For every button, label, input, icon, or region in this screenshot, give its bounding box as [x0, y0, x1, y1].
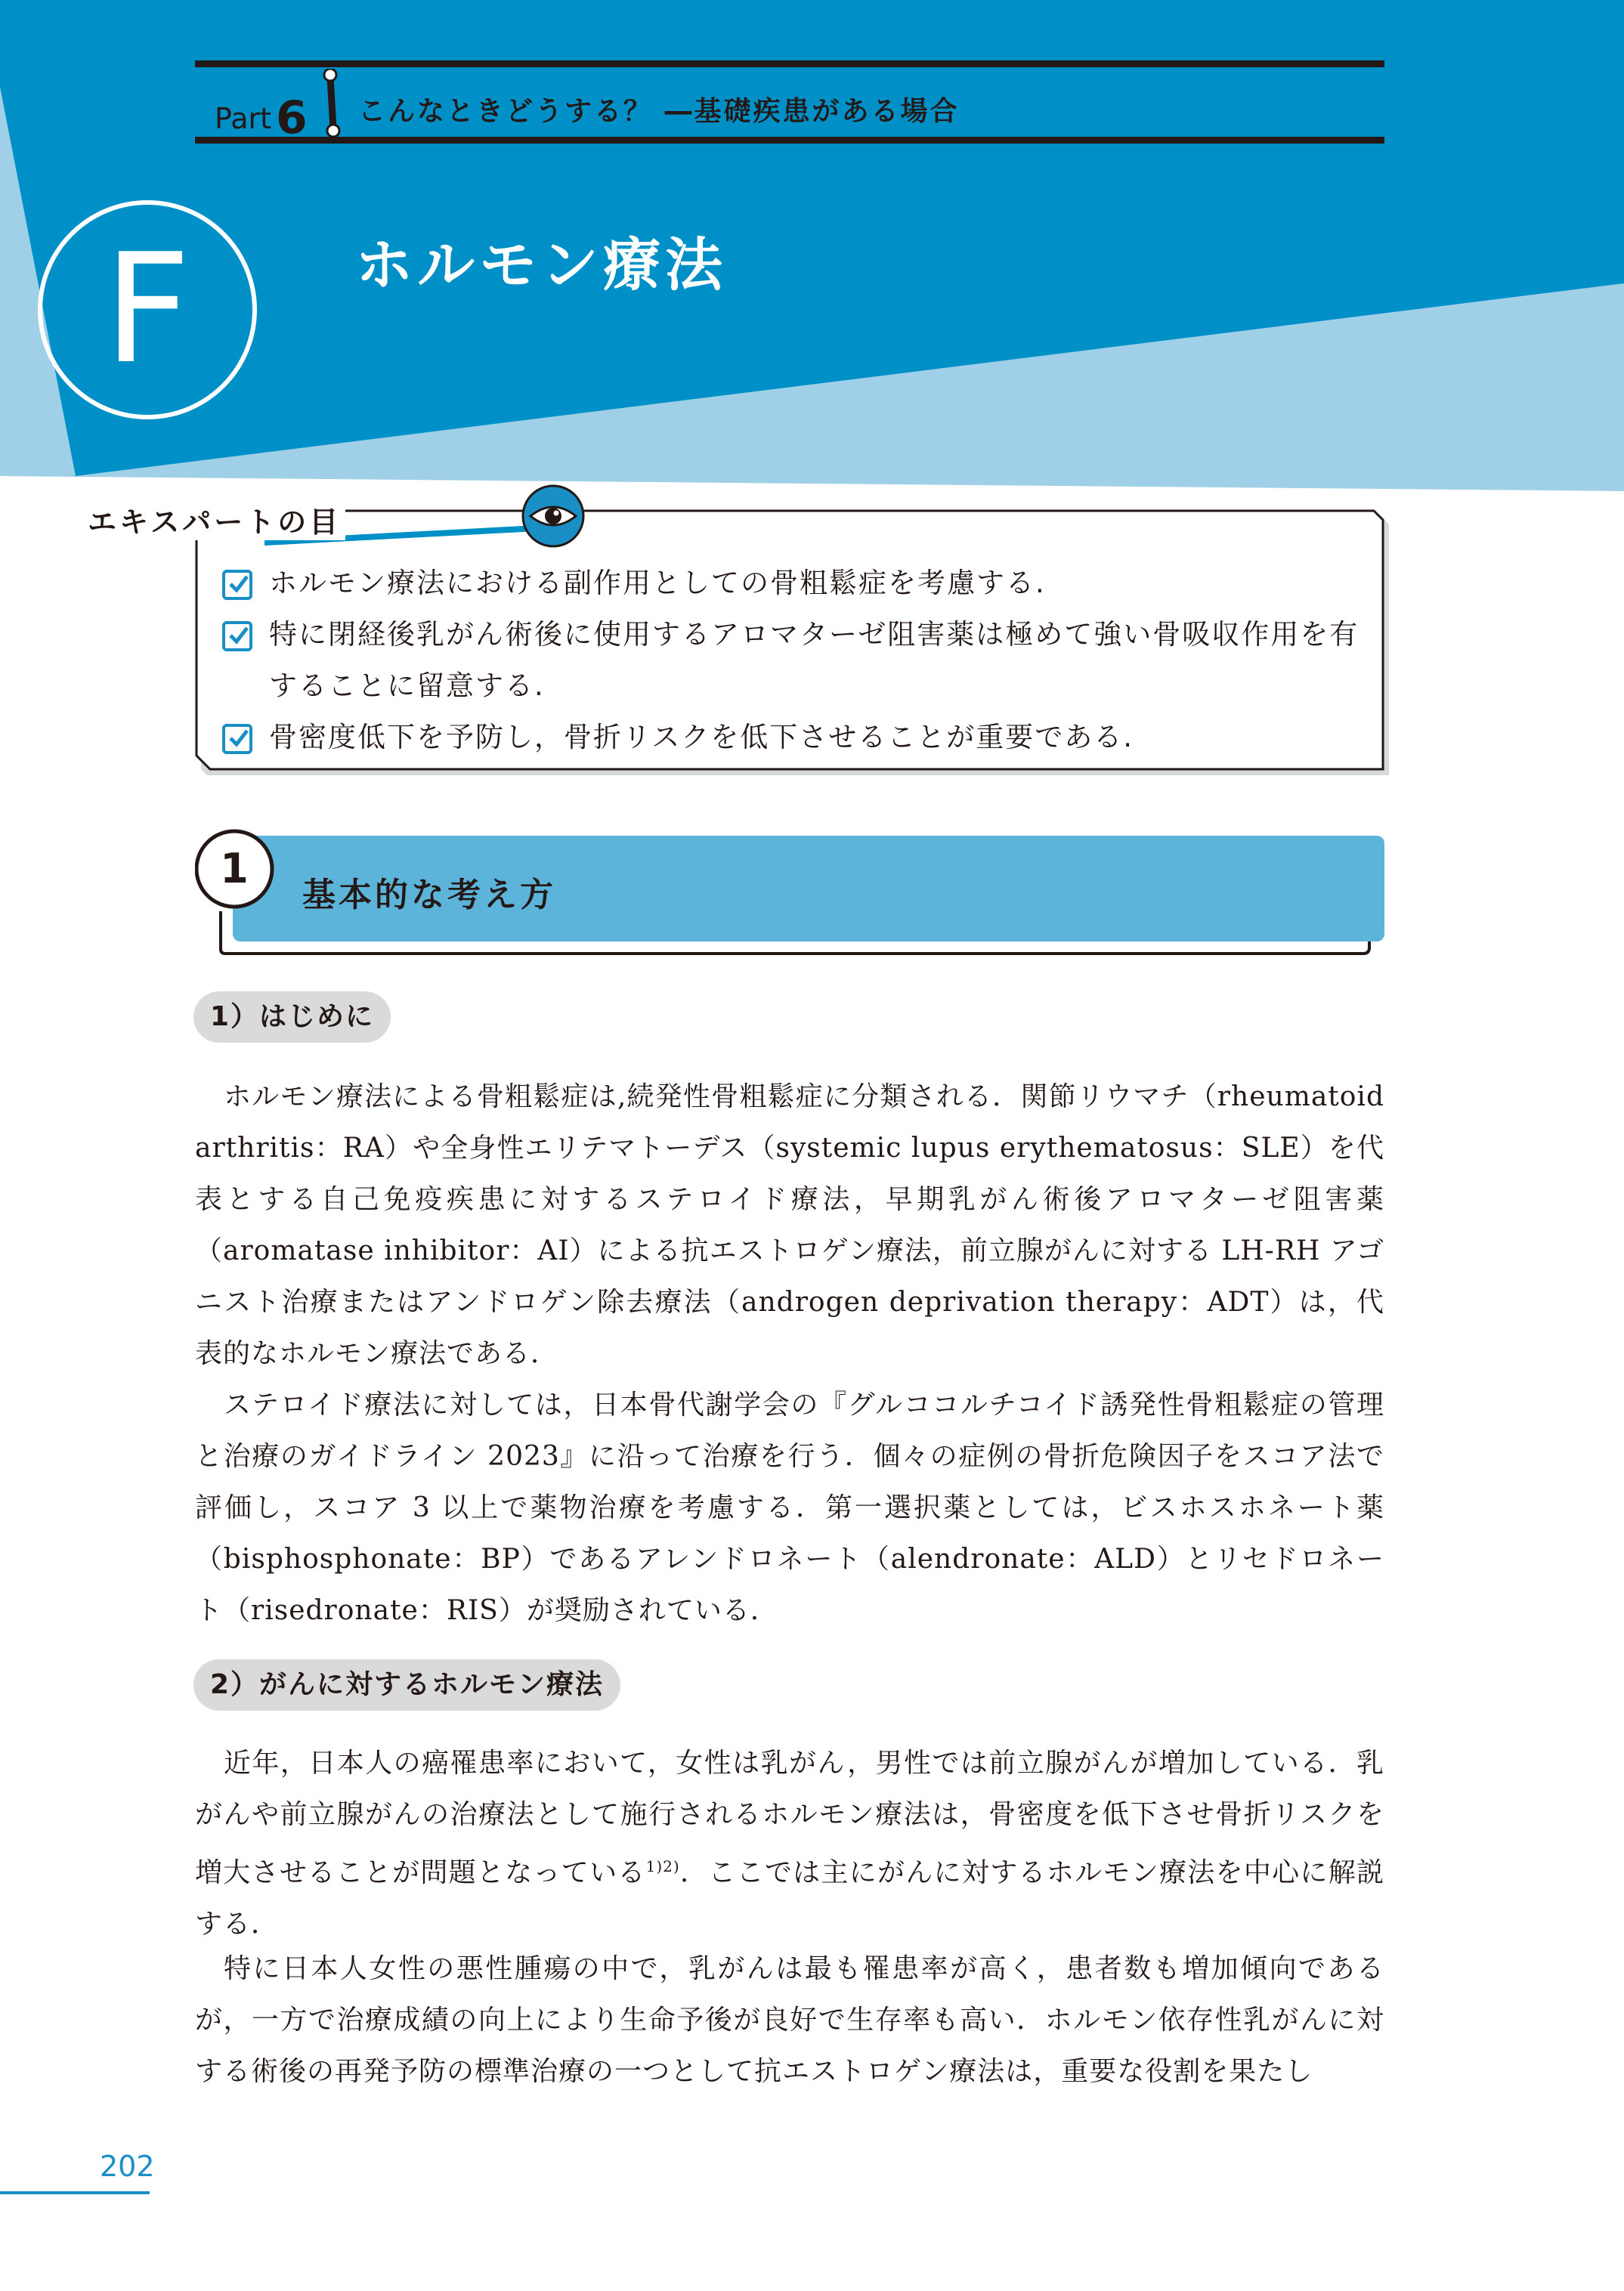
section-title: 基本的な考え方 [302, 876, 556, 914]
part-header [195, 60, 1384, 144]
page-number: 202 [100, 2150, 155, 2183]
checklist-item: 特に閉経後乳がん術後に使用するアロマターゼ阻害薬は極めて強い骨吸収作用を有することに留意する. [221, 609, 1369, 712]
part-title: こんなときどうする？ ―基礎疾患がある場合 [358, 96, 960, 127]
checkbox-icon [222, 570, 252, 600]
section-number: 1 [220, 845, 249, 892]
checklist-item: ホルモン療法における副作用としての骨粗鬆症を考慮する. [221, 558, 1369, 609]
subsection-heading: 2）がんに対するホルモン療法 [193, 1659, 620, 1711]
body-paragraph: 近年，日本人の癌罹患率において，女性は乳がん，男性では前立腺がんが増加している．乳がんや前立腺がんの治療法として施行されるホルモン療法は，骨密度を低下させ骨折リスクを増大させることが問題となっている$^{1)2)}$．ここでは主にがんに対するホルモン療法を中心に解説する． [195, 1748, 1384, 1940]
subsection-heading: 1）はじめに [193, 991, 391, 1043]
part-label: Part 6 [215, 91, 308, 144]
checkbox-icon [222, 621, 252, 651]
expert-checklist [221, 558, 1369, 763]
bone-divider-icon [320, 69, 343, 137]
checkbox-icon [222, 724, 252, 754]
body-paragraph: ホルモン療法による骨粗鬆症は,続発性骨粗鬆症に分類される．関節リウマチ（rheumatoid arthritis：RA）や全身性エリテマトーデス（systemic lupus erythematosus：SLE）を代表とする自己免疫疾患に対するステロイド療法，早期乳がん術後アロマターゼ阻害薬（aromatase inhibitor：AI）による抗エストロゲン療法，前立腺がんに対する LH-RH アゴニスト治療またはアンドロゲン除去療法（androgen deprivation therapy：ADT）は，代表的なホルモン療法である． [195, 1081, 1384, 1369]
eye-icon [484, 484, 589, 548]
page-number-rule [0, 2191, 150, 2194]
chapter-title: ホルモン療法 [355, 231, 727, 298]
body-paragraph: ステロイド療法に対しては，日本骨代謝学会の『グルココルチコイド誘発性骨粗鬆症の管理と治療のガイドライン 2023』に沿って治療を行う．個々の症例の骨折危険因子をスコア法で評価し，スコア 3 以上で薬物治療を考慮する．第一選択薬としては，ビスホスホネート薬（bisphosphonate：BP）であるアレンドロネート（alendronate：ALD）とリセドロネート（risedronate：RIS）が奨励されている． [195, 1390, 1384, 1626]
part-number: 6 [276, 91, 308, 144]
checklist-item: 骨密度低下を予防し，骨折リスクを低下させることが重要である. [221, 712, 1369, 763]
reference-superscript: 1)2) [645, 1857, 680, 1875]
body-paragraph: 特に日本人女性の悪性腫瘍の中で，乳がんは最も罹患率が高く，患者数も増加傾向であるが，一方で治療成績の向上により生命予後が良好で生存率も高い．ホルモン依存性乳がんに対する術後の再発予防の標準治療の一つとして抗エストロゲン療法は，重要な役割を果たし [195, 1953, 1384, 2087]
chapter-letter-badge: F [38, 200, 257, 419]
expert-label: エキスパートの目 [83, 499, 345, 540]
